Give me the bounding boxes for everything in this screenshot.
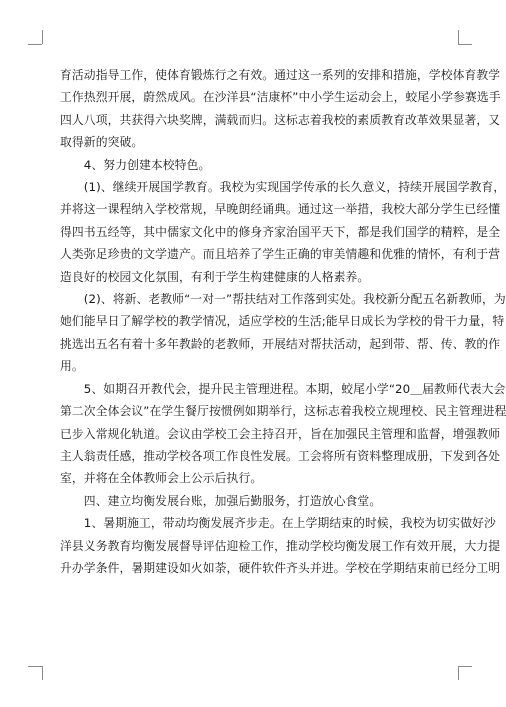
crop-mark-top-left-h [28,44,42,45]
text-line: 并将这一课程纳入学校常规，早晚朗经诵典。通过这一举措，我校大部分学生已经懂 [60,202,501,217]
text-line: 已步入常规化轨道。会议由学校工会主持召开，旨在加强民主管理和监督，增强教师 [60,426,501,441]
text-line: 第二次全体会议”在学生餐厅按惯例如期举行，这标志着我校立规理校、民主管理进程 [60,404,506,419]
text-line: 育活动指导工作，使体育锻炼行之有效。通过这一系列的安排和措施，学校体育教学 [60,68,501,82]
text-line: 四人八项，共获得六块奖牌，满载而归。这标志着我校的素质教育改革效果显著，又 [60,112,501,127]
paragraph-mentoring [60,288,506,378]
text-line: (2)、将新、老教师“一对一”帮扶结对工作落到实处。我校新分配五名新教师，为 [60,292,506,307]
text-line: 取得新的突破。 [60,135,144,150]
text-line: 洋县义务教育均衡发展督导评估迎检工作，推动学校均衡发展工作有效开展，大力提 [60,538,501,553]
crop-mark-bottom-left-h [28,666,42,667]
crop-mark-bottom-right-h [458,666,472,667]
text-line: 室，并将在全体教师会上公示后执行。 [60,471,263,486]
document-body [60,64,506,579]
paragraph-sports-results [60,64,501,154]
heading-school-features [60,154,442,176]
text-line: 5、如期召开教代会，提升民主管理进程。本期，蛟尾小学“20＿届教师代表大会 [60,381,506,396]
text-line: 人类弥足珍贵的文学遗产。而且培养了学生正确的审美情趣和优雅的情怀，有利于营 [60,247,501,262]
text-line: 得四书五经等，其中儒家文化中的修身齐家治国平天下，都是我们国学的精粹，是全 [60,224,501,239]
text-line: (1)、继续开展国学教育。我校为实现国学传承的长久意义，持续开展国学教育， [60,180,506,195]
text-line: 四、建立均衡发展台账，加强后勤服务，打造放心食堂。 [60,493,382,508]
crop-mark-top-right-v [458,30,459,44]
crop-mark-top-right-h [458,44,472,45]
paragraph-summer-construction [60,512,501,579]
paragraph-teachers-congress [60,378,506,490]
heading-section-four [60,490,442,512]
crop-mark-bottom-left-v [42,666,43,680]
text-line: 4、努力创建本校特色。 [60,157,211,172]
text-line: 她们能早日了解学校的教学情况，适应学校的生活;能早日成长为学校的骨干力量，特 [60,314,505,329]
text-line: 造良好的校园文化氛围，有利于学生构建健康的人格素养。 [60,269,370,284]
text-line: 工作热烈开展，蔚然成风。在沙洋县“洁康杯”中小学生运动会上，蛟尾小学参赛选手 [60,90,501,105]
crop-mark-bottom-right-v [458,666,459,680]
crop-mark-top-left-v [42,30,43,44]
text-line: 1、暑期施工，带动均衡发展齐步走。在上学期结束的时候，我校为切实做好沙 [60,516,496,531]
paragraph-guoxue-education [60,176,506,288]
text-line: 用。 [60,359,84,374]
text-line: 主人翁责任感，推动学校各项工作良性发展。工会将所有资料整理成册，下发到各处 [60,448,501,463]
text-line: 升办学条件，暑期建设如火如荼，硬件软件齐头并进。学校在学期结束前已经分工明 [60,560,501,575]
text-line: 挑选出五名有着十多年教龄的老教师，开展结对帮扶活动，起到带、帮、传、教的作 [60,336,501,351]
